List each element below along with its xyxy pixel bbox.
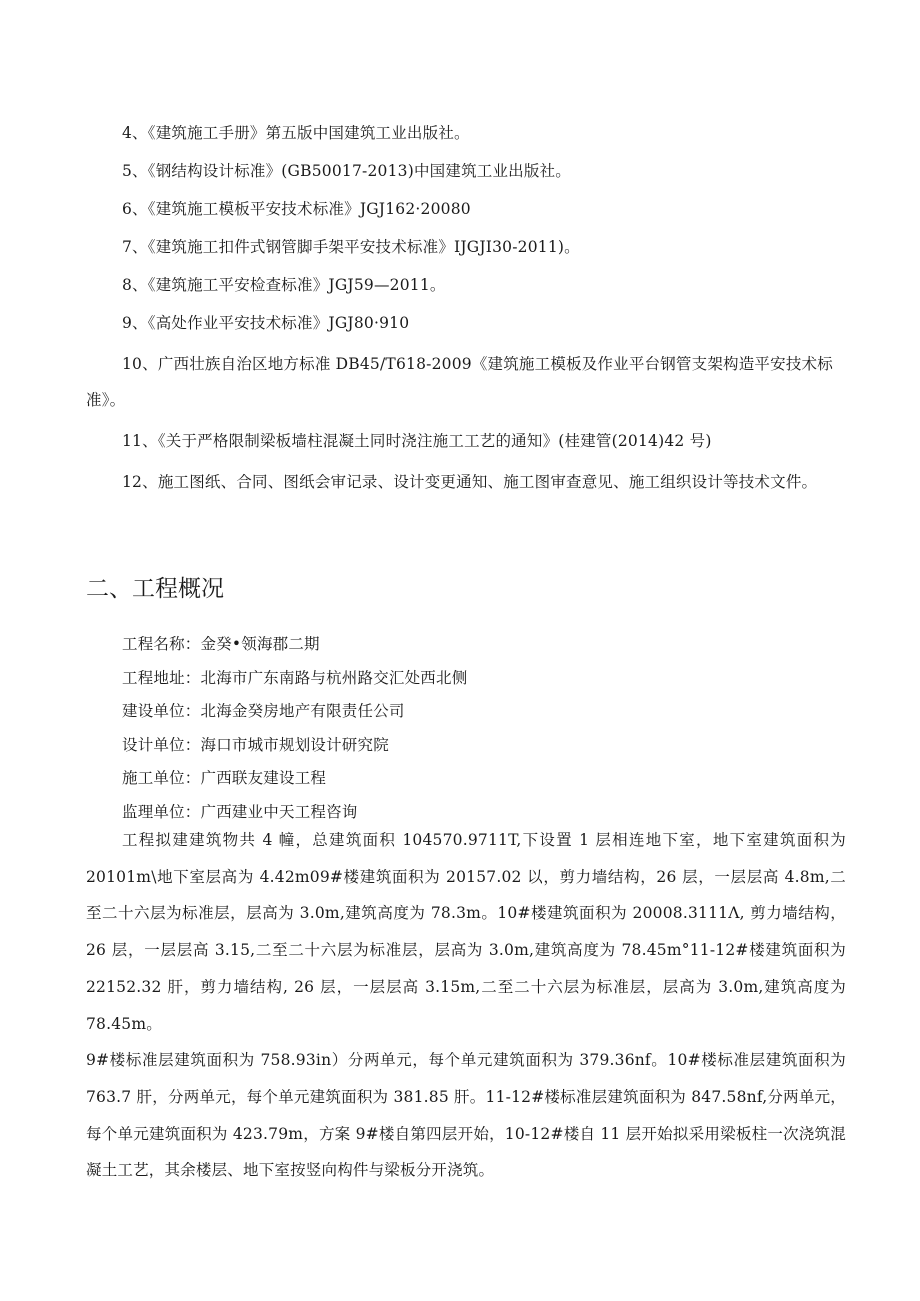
reference-item: 10、广西壮族自治区地方标准 DB45/T618-2009《建筑施工模板及作业平台钢管支架构造平安技术标准》。 <box>86 355 833 409</box>
reference-item: 8、《建筑施工平安检查标准》JGJ59—2011。 <box>122 276 446 294</box>
reference-item: 6、《建筑施工模板平安技术标准》JGJ162·20080 <box>122 200 471 218</box>
description-paragraph: 工程拟建建筑物共 4 幢，总建筑面积 104570.9711T,下设置 1 层相连地下室，地下室建筑面积为 20101m\地下室层高为 4.42m09#楼建筑面积为 20157.02 以，剪力墙结构，26 层，一层层高 4.8m,二至二十六层为标准层，层高为 3.0m,建筑高度为 78.3m。10#楼建筑面积为 20008.3111Λ, 剪力墙结构，26 层，一层层高 3.15,二至二十六层为标准层，层高为 3.0m,建筑高度为 78.45m°11-12#楼建筑面积为 22152.32 肝，剪力墙结构, 26 层，一层层高 3.15m,二至二十六层为标准层，层高为 3.0m,建筑高度为 78.45m。 <box>86 831 847 1033</box>
reference-item: 12、施工图纸、合同、图纸会审记录、设计变更通知、施工图审查意见、施工组织设计等技术文件。 <box>122 473 818 491</box>
reference-item: 11、《关于严格限制梁板墙柱混凝土同时浇注施工工艺的通知》(桂建管(2014)42 号) <box>122 432 712 450</box>
description-paragraph: 9#楼标准层建筑面积为 758.93in）分两单元，每个单元建筑面积为 379.36nf。10#楼标准层建筑面积为 763.7 肝，分两单元，每个单元建筑面积为 381.85 肝。11-12#楼标准层建筑面积为 847.58nf,分两单元，每个单元建筑面积为 423.79m，方案 9#楼自第四层开始，10-12#楼自 11 层开始拟采用梁板柱一次浇筑混凝土工艺，其余楼层、地下室按竖向构件与梁板分开浇筑。 <box>86 1051 846 1180</box>
design-unit: 设计单位：海口市城市规划设计研究院 <box>122 735 389 754</box>
supervision-unit: 监理单位：广西建业中天工程咨询 <box>122 802 358 821</box>
project-info-list <box>86 628 846 829</box>
project-address: 工程地址：北海市广东南路与杭州路交汇处西北侧 <box>122 668 468 687</box>
construction-owner: 建设单位：北海金癸房地产有限责任公司 <box>122 702 405 720</box>
reference-list <box>86 118 846 500</box>
construction-unit: 施工单位：广西联友建设工程 <box>122 769 327 787</box>
section-heading: 二、工程概况 <box>86 576 224 602</box>
project-description <box>86 822 846 1189</box>
reference-item: 5、《钢结构设计标准》(GB50017-2013)中国建筑工业出版社。 <box>122 162 571 180</box>
project-name: 工程名称：金癸•领海郡二期 <box>122 635 320 653</box>
reference-item: 9、《高处作业平安技术标准》JGJ80·910 <box>122 314 410 332</box>
reference-item: 4、《建筑施工手册》第五版中国建筑工业出版社。 <box>122 124 470 142</box>
reference-item: 7、《建筑施工扣件式钢管脚手架平安技术标准》IJGJI30-2011)。 <box>122 238 580 256</box>
